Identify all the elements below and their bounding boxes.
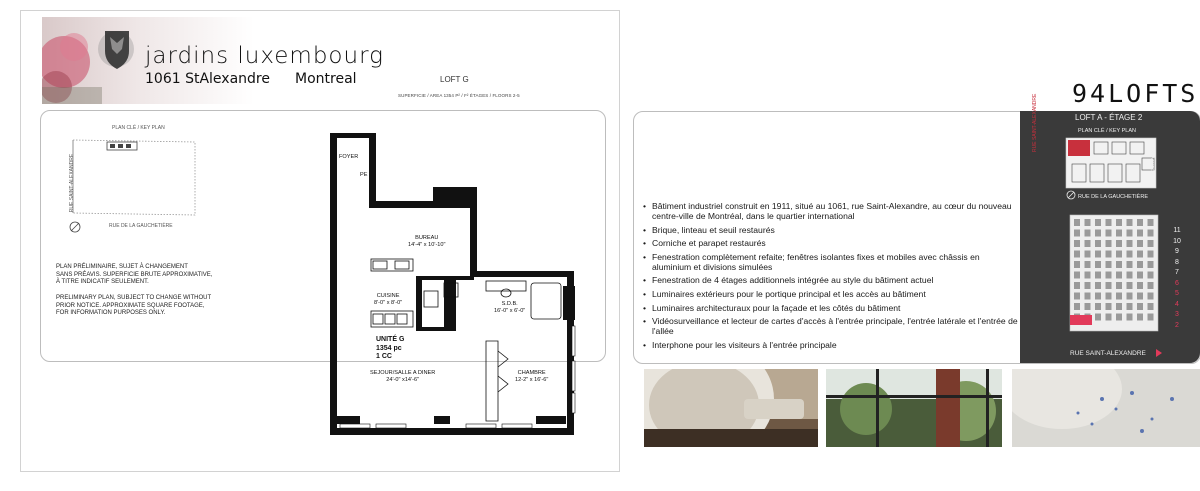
key-plan-drawing	[55, 135, 205, 235]
panel-key-plan-caption: PLAN CLÉ / KEY PLAN	[1078, 128, 1136, 134]
elevation-window	[1085, 293, 1091, 300]
elevation-window	[1095, 303, 1101, 310]
elevation-window	[1106, 251, 1112, 258]
elevation-window	[1116, 303, 1122, 310]
feature-item: • Fenestration de 4 étages additionnels intégrée au style du bâtiment actuel	[643, 275, 1018, 285]
feature-item: • Interphone pour les visiteurs à l'entrée principale	[643, 340, 1018, 350]
panel-street-side: RUE SAINT-ALEXANDRE	[1032, 93, 1038, 152]
feature-item: • Luminaires architecturaux pour la façade et les côtés du bâtiment	[643, 303, 1018, 313]
elevation-window	[1148, 314, 1154, 321]
brand-address: 1061 StAlexandre	[145, 71, 270, 87]
elevation-window	[1074, 272, 1080, 279]
elevation-window	[1095, 240, 1101, 247]
arrow-right-icon	[1156, 349, 1162, 357]
note-english: PRELIMINARY PLAN, SUBJECT TO CHANGE WITHOUT PRIOR NOTICE. APPROXIMATE SQUARE FOOTAGE, FOR INFORMATION PURPOSES ONLY.	[56, 295, 212, 316]
elevation-window	[1085, 261, 1091, 268]
photo-texture	[1012, 369, 1200, 447]
key-plan-street-side: RUE SAINT-ALEXANDRE	[69, 153, 75, 213]
elevation-window	[1116, 282, 1122, 289]
brand-title: jardins luxembourg	[145, 43, 384, 69]
elevation-window	[1074, 230, 1080, 237]
elevation-window	[1137, 261, 1143, 268]
elevation-window	[1148, 272, 1154, 279]
elevation-window	[1074, 282, 1080, 289]
feature-list	[643, 201, 1018, 353]
panel-loft-title: LOFT A - ÉTAGE 2	[1075, 113, 1143, 122]
room-sdb: S.D.B. 16'-0" x 6'-0"	[494, 301, 526, 314]
elevation-window	[1074, 219, 1080, 226]
elevation-window	[1127, 230, 1133, 237]
note-french: PLAN PRÉLIMINAIRE, SUJET À CHANGEMENT SANS PRÉAVIS. SUPERFICIE BRUTE APPROXIMATIVE, À TITRE INDICATIF SEULEMENT.	[56, 264, 213, 285]
elevation-window	[1074, 251, 1080, 258]
unit-summary: UNITÉ G 1354 pc 1 CC	[376, 336, 405, 360]
room-sejour: SEJOUR/SALLE A DINER 24'-0" x14'-6"	[370, 370, 436, 383]
panel-key-plan	[1058, 134, 1163, 192]
feature-item: • Bâtiment industriel construit en 1911, situé au 1061, rue Saint-Alexandre, au cœur du nouveau centre-ville de Montréal, dans le quartier international	[643, 201, 1018, 221]
elevation-window	[1116, 251, 1122, 258]
elevation-window	[1106, 314, 1112, 321]
elevation-window	[1074, 261, 1080, 268]
room-bureau: BUREAU 14'-4" x 10'-10"	[408, 235, 446, 248]
elevation-window	[1106, 272, 1112, 279]
elevation-window	[1085, 240, 1091, 247]
panel-street-bottom: RUE DE LA GAUCHETIÈRE	[1078, 194, 1148, 200]
elevation-window	[1127, 314, 1133, 321]
elevation-window	[1127, 303, 1133, 310]
elevation-window	[1127, 240, 1133, 247]
elevation-window	[1085, 272, 1091, 279]
photo-windows	[826, 369, 1002, 447]
elevation-window	[1085, 230, 1091, 237]
room-foyer: FOYER	[339, 154, 359, 160]
feature-item: • Vidéosurveillance et lecteur de cartes d'accès à l'entrée principale, l'entrée latérale et l'entrée de l'allée	[643, 316, 1018, 336]
elevation-window	[1085, 303, 1091, 310]
elevation-window	[1085, 219, 1091, 226]
elevation-window	[1106, 261, 1112, 268]
elevation-window	[1116, 272, 1122, 279]
elevation-window	[1095, 251, 1101, 258]
room-chambre: CHAMBRE 12-2" x 16'-6"	[515, 370, 549, 383]
elevation-window	[1137, 219, 1143, 226]
elevation-window	[1127, 261, 1133, 268]
elevation-window	[1116, 240, 1122, 247]
elevation-window	[1116, 230, 1122, 237]
elevation-window	[1074, 303, 1080, 310]
elevation-window	[1137, 240, 1143, 247]
elevation-window	[1148, 251, 1154, 258]
elevation-window	[1085, 282, 1091, 289]
elevation-window	[1148, 282, 1154, 289]
elevation-window	[1095, 314, 1101, 321]
logo-94lofts: 94LOFTS	[1072, 79, 1199, 108]
floor-index: 11 10 9 8 7 6 5 4 3 2	[1173, 227, 1181, 329]
elevation-window	[1106, 282, 1112, 289]
room-pe: PE	[360, 172, 368, 178]
building-elevation	[1066, 213, 1164, 333]
elevation-window	[1127, 219, 1133, 226]
elevation-window	[1085, 251, 1091, 258]
elevation-window	[1127, 272, 1133, 279]
feature-item: • Brique, linteau et seuil restaurés	[643, 225, 1018, 235]
elevation-window	[1116, 219, 1122, 226]
feature-item: • Luminaires extérieurs pour le portique principal et les accès au bâtiment	[643, 289, 1018, 299]
elevation-window	[1137, 251, 1143, 258]
photo-interior	[644, 369, 818, 447]
elevation-window	[1137, 230, 1143, 237]
elevation-window	[1148, 261, 1154, 268]
elevation-window	[1106, 219, 1112, 226]
elevation-window	[1095, 219, 1101, 226]
elevation-window	[1106, 230, 1112, 237]
elevation-window	[1127, 282, 1133, 289]
feature-item: • Corniche et parapet restaurés	[643, 238, 1018, 248]
brand-city: Montreal	[295, 71, 357, 87]
elevation-window	[1148, 230, 1154, 237]
compass-icon	[1066, 190, 1076, 200]
elevation-window	[1106, 240, 1112, 247]
feature-item: • Fenestration complètement refaite; fenêtres isolantes fixes et mobiles avec châssis en aluminium et divisions simulées	[643, 252, 1018, 272]
elevation-window	[1074, 293, 1080, 300]
elevation-window	[1095, 282, 1101, 289]
loft-label: LOFT G	[440, 75, 469, 84]
elevation-window	[1106, 303, 1112, 310]
elevation-window	[1148, 240, 1154, 247]
panel-courtyard: COURTYARD	[1150, 146, 1155, 175]
elevation-window	[1127, 293, 1133, 300]
elevation-window	[1148, 303, 1154, 310]
elevation-window	[1116, 314, 1122, 321]
panel-footer-street: RUE SAINT-ALEXANDRE	[1070, 350, 1146, 357]
elevation-window	[1106, 293, 1112, 300]
elevation-window	[1095, 272, 1101, 279]
key-plan-street-bottom: RUE DE LA GAUCHETIÈRE	[109, 223, 173, 229]
elevation-window	[1127, 251, 1133, 258]
elevation-window	[1137, 303, 1143, 310]
elevation-window	[1095, 230, 1101, 237]
elevation-window	[1148, 219, 1154, 226]
elevation-window	[1137, 282, 1143, 289]
room-cuisine: CUISINE 8'-0" x 8'-0"	[374, 293, 403, 306]
elevation-window	[1116, 293, 1122, 300]
elevation-window	[1137, 272, 1143, 279]
elevation-window	[1116, 261, 1122, 268]
elevation-window	[1074, 240, 1080, 247]
elevation-window	[1095, 261, 1101, 268]
elevation-window	[1137, 314, 1143, 321]
elevation-window	[1095, 293, 1101, 300]
elevation-window	[1137, 293, 1143, 300]
key-plan-caption: PLAN CLÉ / KEY PLAN	[112, 125, 165, 131]
elevation-window	[1148, 293, 1154, 300]
area-label: SUPERFICIE / AREA 1354 P² / F² ÉTAGES / FLOORS 2-5	[398, 93, 520, 98]
